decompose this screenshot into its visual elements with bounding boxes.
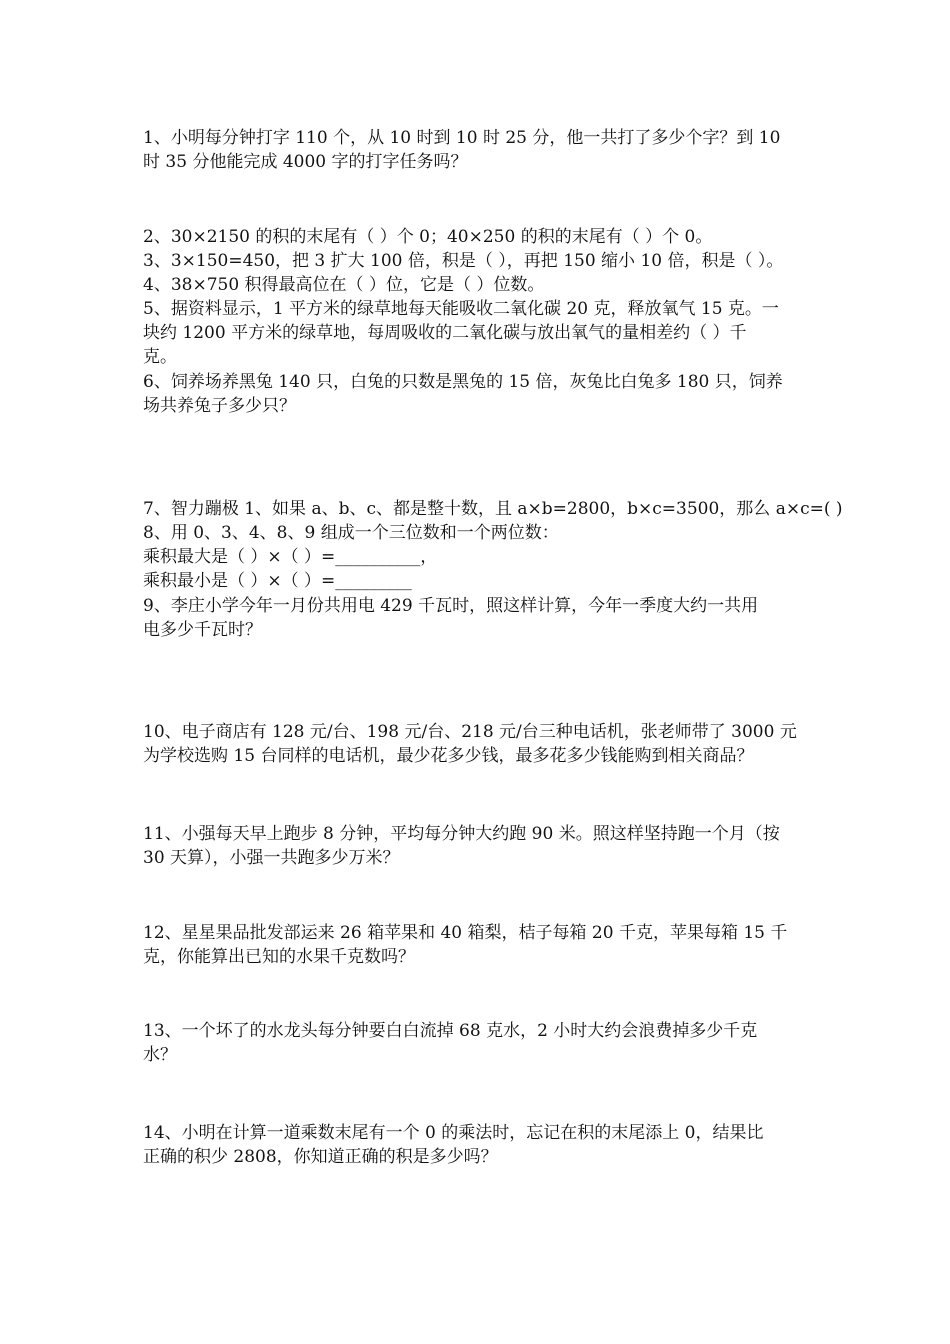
question-12: [143, 921, 811, 969]
question-line: 5、据资料显示，1 平方米的绿草地每天能吸收二氧化碳 20 克，释放氧气 15 克。一: [143, 299, 779, 319]
question-5: [143, 297, 811, 369]
question-line: 克。: [143, 347, 177, 367]
question-line: 7、智力蹦极 1、如果 a、b、c、都是整十数，且 a×b=2800，b×c=3500，那么 a×c=( ): [143, 499, 843, 519]
question-line: 4、38×750 积得最高位在（ ）位，它是（ ）位数。: [143, 275, 545, 295]
question-line: 11、小强每天早上跑步 8 分钟，平均每分钟大约跑 90 米。照这样坚持跑一个月（按: [143, 824, 780, 844]
question-9: [143, 594, 811, 642]
question-11: [143, 822, 811, 870]
question-line: 2、30×2150 的积的末尾有（ ）个 0；40×250 的积的末尾有（ ）个 0。: [143, 227, 713, 247]
question-8: [143, 521, 811, 593]
question-line: 电多少千瓦时？: [143, 620, 262, 640]
question-line: 10、电子商店有 128 元/台、198 元/台、218 元/台三种电话机，张老师带了 3000 元: [143, 722, 797, 742]
question-line: 克，你能算出已知的水果千克数吗？: [143, 947, 415, 967]
question-14: [143, 1121, 811, 1169]
question-line: 乘积最大是（ ）×（ ）=__________，: [143, 547, 438, 567]
question-10: [143, 720, 811, 768]
question-line: 30 天算），小强一共跑多少万米？: [143, 848, 400, 868]
question-line: 13、一个坏了的水龙头每分钟要白白流掉 68 克水，2 小时大约会浪费掉多少千克: [143, 1021, 758, 1041]
question-line: 正确的积少 2808，你知道正确的积是多少吗？: [143, 1147, 498, 1167]
question-line: 8、用 0、3、4、8、9 组成一个三位数和一个两位数：: [143, 523, 559, 543]
question-line: 9、李庄小学今年一月份共用电 429 千瓦时，照这样计算，今年一季度大约一共用: [143, 596, 759, 616]
question-6: [143, 370, 811, 418]
question-3: [143, 249, 811, 273]
question-line: 时 35 分他能完成 4000 字的打字任务吗？: [143, 152, 468, 172]
question-line: 乘积最小是（ ）×（ ）=_________: [143, 571, 412, 591]
question-line: 块约 1200 平方米的绿草地，每周吸收的二氧化碳与放出氧气的量相差约（ ）千: [143, 323, 747, 343]
question-line: 为学校选购 15 台同样的电话机，最少花多少钱，最多花多少钱能购到相关商品？: [143, 746, 754, 766]
question-4: [143, 273, 811, 297]
question-line: 6、饲养场养黑兔 140 只，白兔的只数是黑兔的 15 倍，灰兔比白兔多 180 只，饲养: [143, 372, 783, 392]
question-line: 14、小明在计算一道乘数末尾有一个 0 的乘法时，忘记在积的末尾添上 0，结果比: [143, 1123, 764, 1143]
question-1: [143, 126, 811, 174]
question-7: [143, 497, 843, 521]
question-line: 水？: [143, 1045, 177, 1065]
question-13: [143, 1019, 811, 1067]
question-line: 12、星星果品批发部运来 26 箱苹果和 40 箱梨，桔子每箱 20 千克，苹果每箱 15 千: [143, 923, 788, 943]
question-2: [143, 225, 811, 249]
question-line: 1、小明每分钟打字 110 个，从 10 时到 10 时 25 分，他一共打了多少个字？到 10: [143, 128, 781, 148]
question-line: 3、3×150=450，把 3 扩大 100 倍，积是（ ），再把 150 缩小 10 倍，积是（ ）。: [143, 251, 784, 271]
question-line: 场共养兔子多少只？: [143, 396, 296, 416]
